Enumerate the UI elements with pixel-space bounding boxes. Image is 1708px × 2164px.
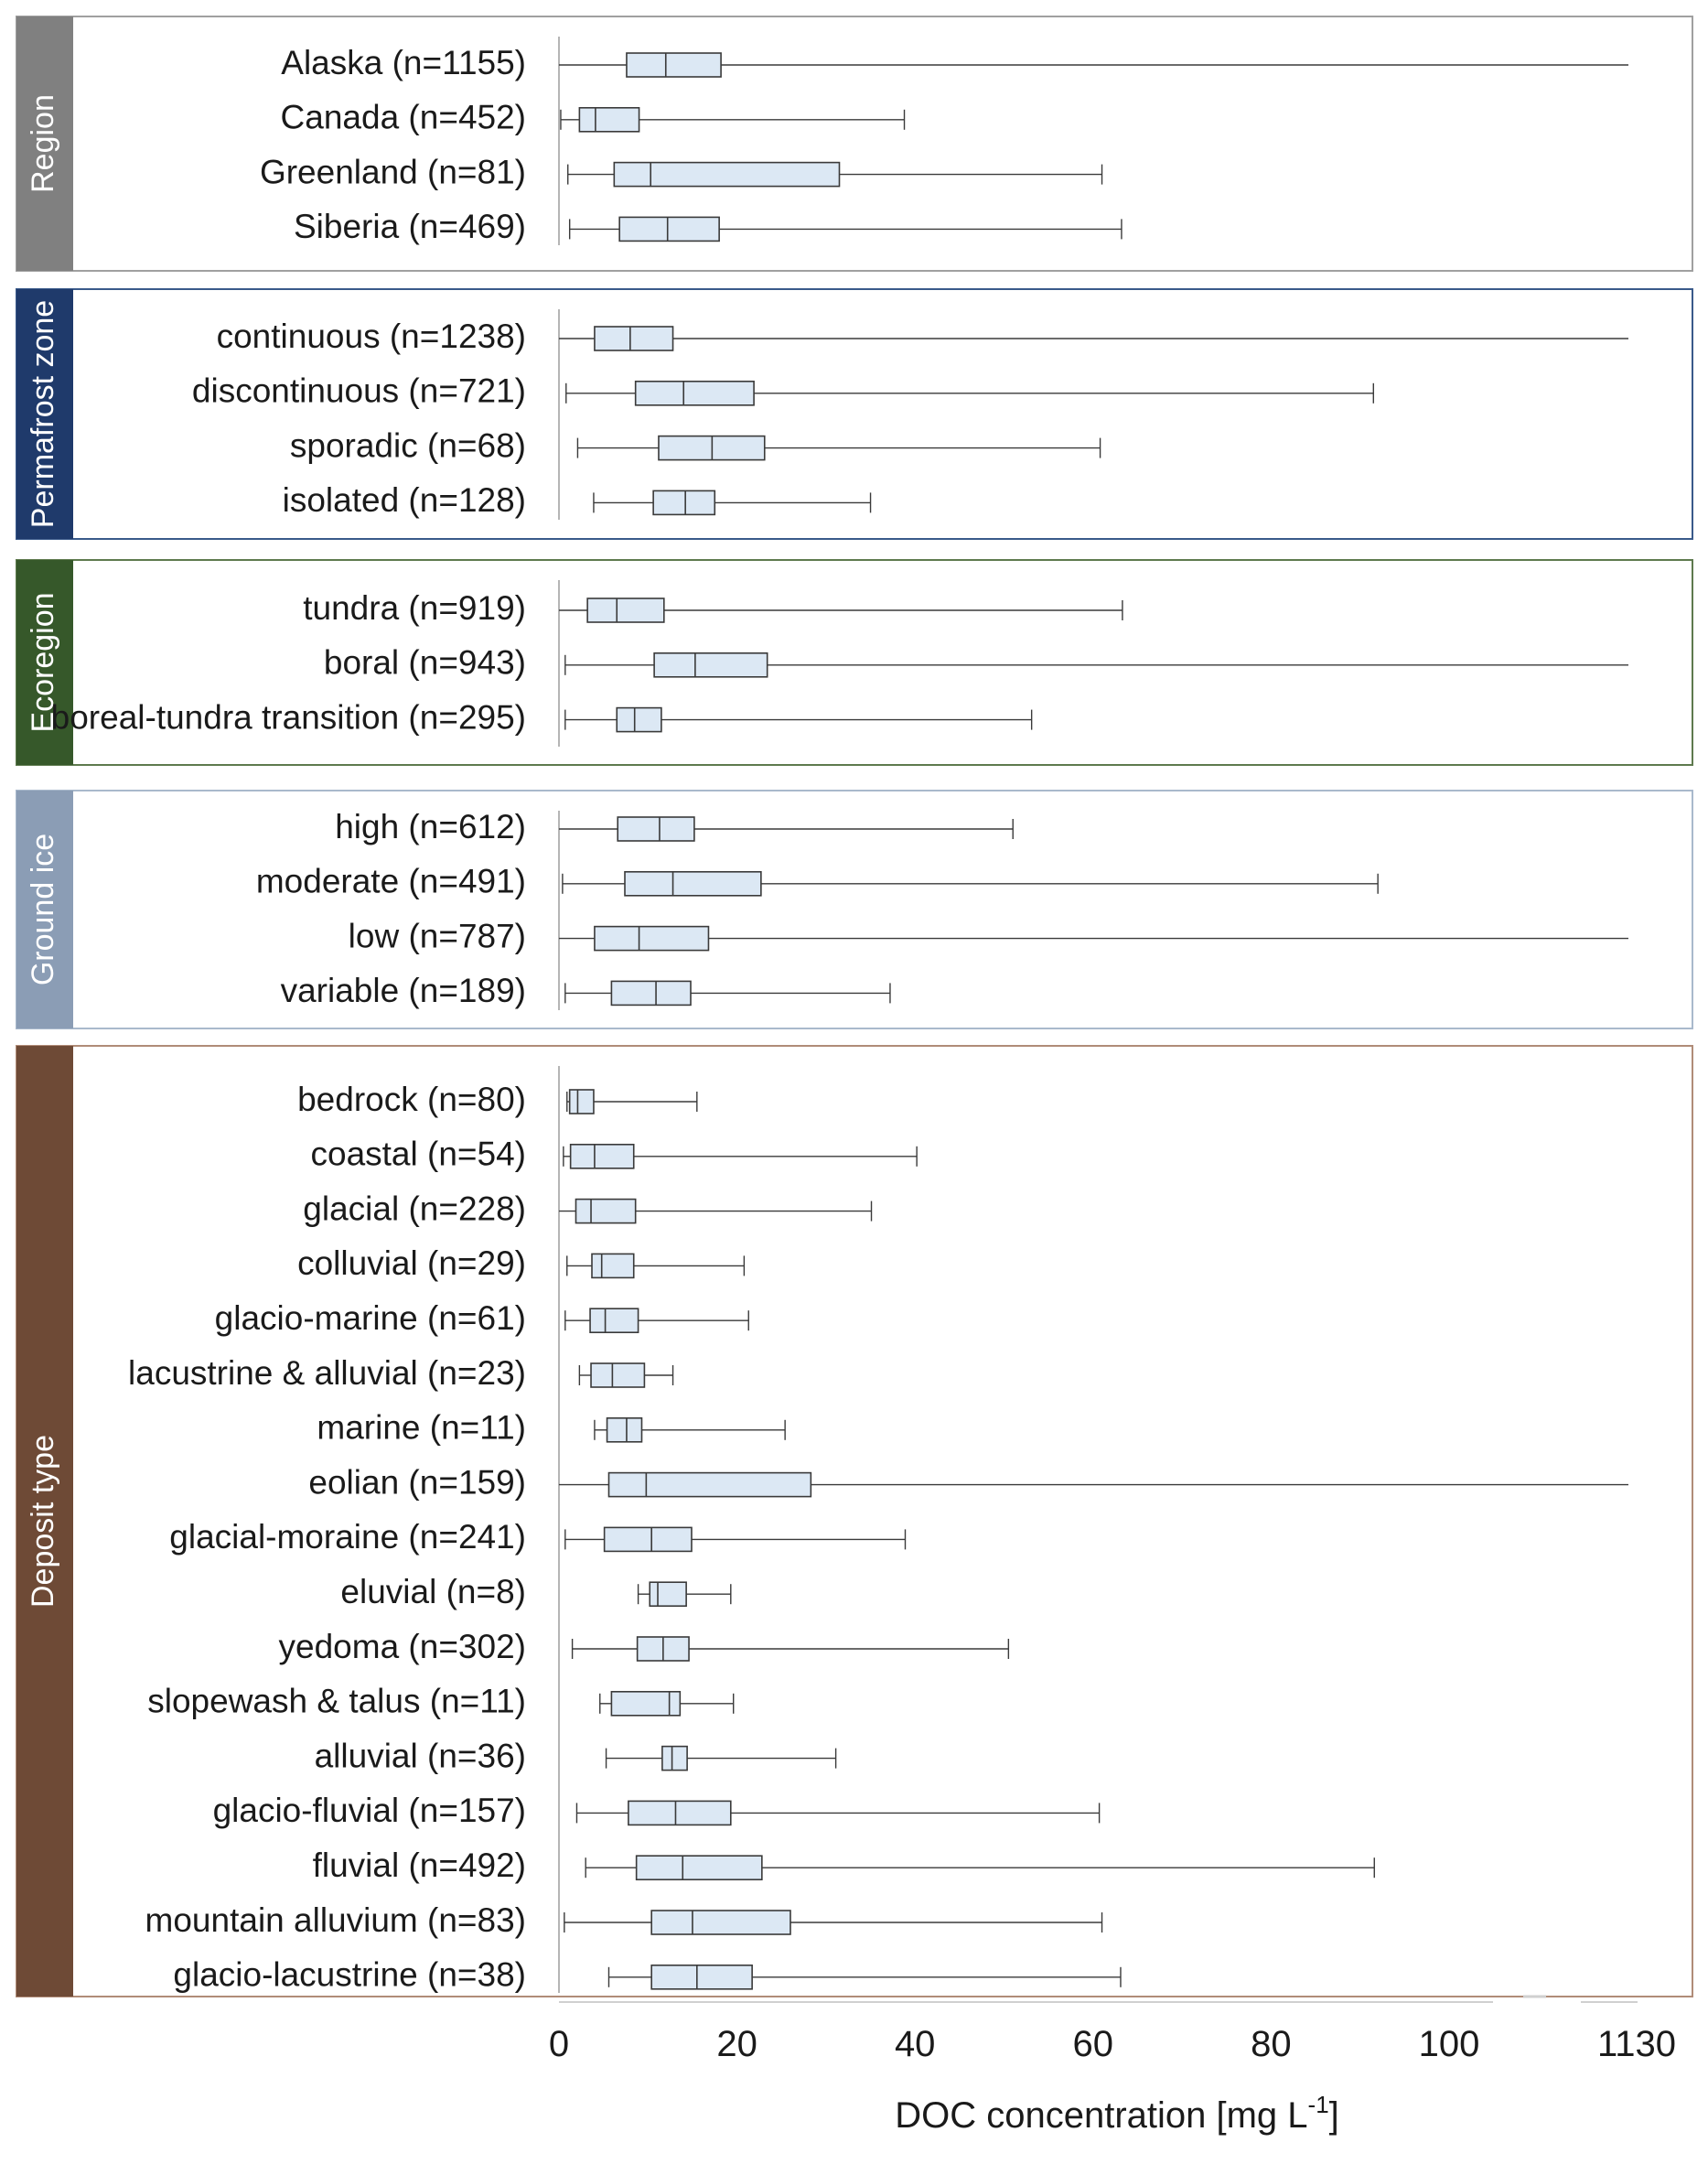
category-label: Greenland (n=81) xyxy=(259,153,526,191)
iqr-box xyxy=(628,1801,731,1825)
panel-title: Region xyxy=(25,94,60,193)
panel-permafrost-zone xyxy=(16,289,1692,539)
x-tick-label: 80 xyxy=(1251,2024,1292,2064)
category-label: glacio-marine (n=61) xyxy=(214,1298,526,1337)
category-label: tundra (n=919) xyxy=(303,588,526,627)
iqr-box xyxy=(654,653,768,677)
panel-title: Permafrost zone xyxy=(25,299,60,529)
iqr-box xyxy=(591,1363,644,1387)
iqr-box xyxy=(595,927,709,951)
iqr-box xyxy=(636,382,754,405)
x-tick-label: 100 xyxy=(1418,2024,1480,2064)
x-axis-title: DOC concentration [mg $L^{-1}$] xyxy=(895,2091,1339,2136)
panel-ground-ice xyxy=(16,791,1692,1028)
category-label: Canada (n=452) xyxy=(280,98,526,136)
category-label: glacial-moraine (n=241) xyxy=(169,1518,526,1556)
iqr-box xyxy=(607,1418,642,1442)
category-label: alluvial (n=36) xyxy=(314,1737,526,1775)
panel-title: Ecoregion xyxy=(25,592,60,733)
category-label: eluvial (n=8) xyxy=(340,1572,526,1610)
x-tick-label: 20 xyxy=(716,2024,757,2064)
iqr-box xyxy=(662,1747,687,1771)
category-label: boral (n=943) xyxy=(323,643,526,682)
iqr-box xyxy=(571,1145,634,1168)
iqr-box xyxy=(587,598,664,622)
category-label: lacustrine & alluvial (n=23) xyxy=(128,1353,526,1392)
x-tick-label: 40 xyxy=(894,2024,936,2064)
category-label: fluvial (n=492) xyxy=(312,1846,526,1884)
iqr-box xyxy=(605,1527,692,1551)
iqr-box xyxy=(575,1200,635,1223)
panel-deposit-type xyxy=(16,1046,1692,1997)
category-label: glacio-fluvial (n=157) xyxy=(212,1792,526,1830)
category-label: Alaska (n=1155) xyxy=(281,43,526,81)
iqr-box xyxy=(595,327,673,350)
iqr-box xyxy=(653,490,714,514)
category-label: low (n=787) xyxy=(348,917,526,955)
category-label: high (n=612) xyxy=(335,807,526,845)
category-label: variable (n=189) xyxy=(280,972,526,1010)
x-tick-label: 1130 xyxy=(1596,2024,1677,2064)
iqr-box xyxy=(592,1254,634,1277)
category-label: marine (n=11) xyxy=(317,1408,526,1447)
category-label: yedoma (n=302) xyxy=(278,1627,526,1665)
category-label: discontinuous (n=721) xyxy=(191,371,526,410)
iqr-box xyxy=(618,817,694,841)
category-label: mountain alluvium (n=83) xyxy=(145,1900,526,1939)
x-tick-label: 60 xyxy=(1072,2024,1114,2064)
category-label: colluvial (n=29) xyxy=(297,1244,526,1283)
iqr-box xyxy=(619,217,719,241)
category-label: isolated (n=128) xyxy=(282,481,526,520)
iqr-box xyxy=(627,53,721,77)
category-label: eolian (n=159) xyxy=(308,1463,526,1502)
iqr-box xyxy=(608,1473,811,1497)
iqr-box xyxy=(617,708,661,732)
iqr-box xyxy=(637,1856,762,1879)
x-tick-label: 0 xyxy=(548,2024,570,2064)
iqr-box xyxy=(570,1090,594,1114)
iqr-box xyxy=(650,1582,686,1606)
category-label: Siberia (n=469) xyxy=(293,208,526,246)
category-label: bedrock (n=80) xyxy=(297,1080,526,1118)
iqr-box xyxy=(625,872,761,896)
panel-title: Deposit type xyxy=(25,1435,60,1608)
iqr-box xyxy=(611,981,691,1005)
iqr-box xyxy=(651,1911,790,1934)
iqr-box xyxy=(590,1308,639,1332)
panel-title: Ground ice xyxy=(25,833,60,986)
iqr-box xyxy=(614,163,839,187)
category-label: sporadic (n=68) xyxy=(289,426,526,465)
category-label: boreal-tundra transition (n=295) xyxy=(50,698,526,737)
category-label: glacio-lacustrine (n=38) xyxy=(173,1955,526,1994)
panel-frame xyxy=(16,16,1692,271)
category-label: glacial (n=228) xyxy=(303,1190,526,1228)
panel-region xyxy=(16,16,1692,271)
category-label: continuous (n=1238) xyxy=(216,317,526,355)
iqr-box xyxy=(651,1965,752,1989)
category-label: coastal (n=54) xyxy=(310,1135,526,1173)
iqr-box xyxy=(579,108,639,132)
category-label: moderate (n=491) xyxy=(255,862,526,900)
category-label: slopewash & talus (n=11) xyxy=(147,1682,526,1720)
panel-ecoregion xyxy=(16,560,1692,765)
